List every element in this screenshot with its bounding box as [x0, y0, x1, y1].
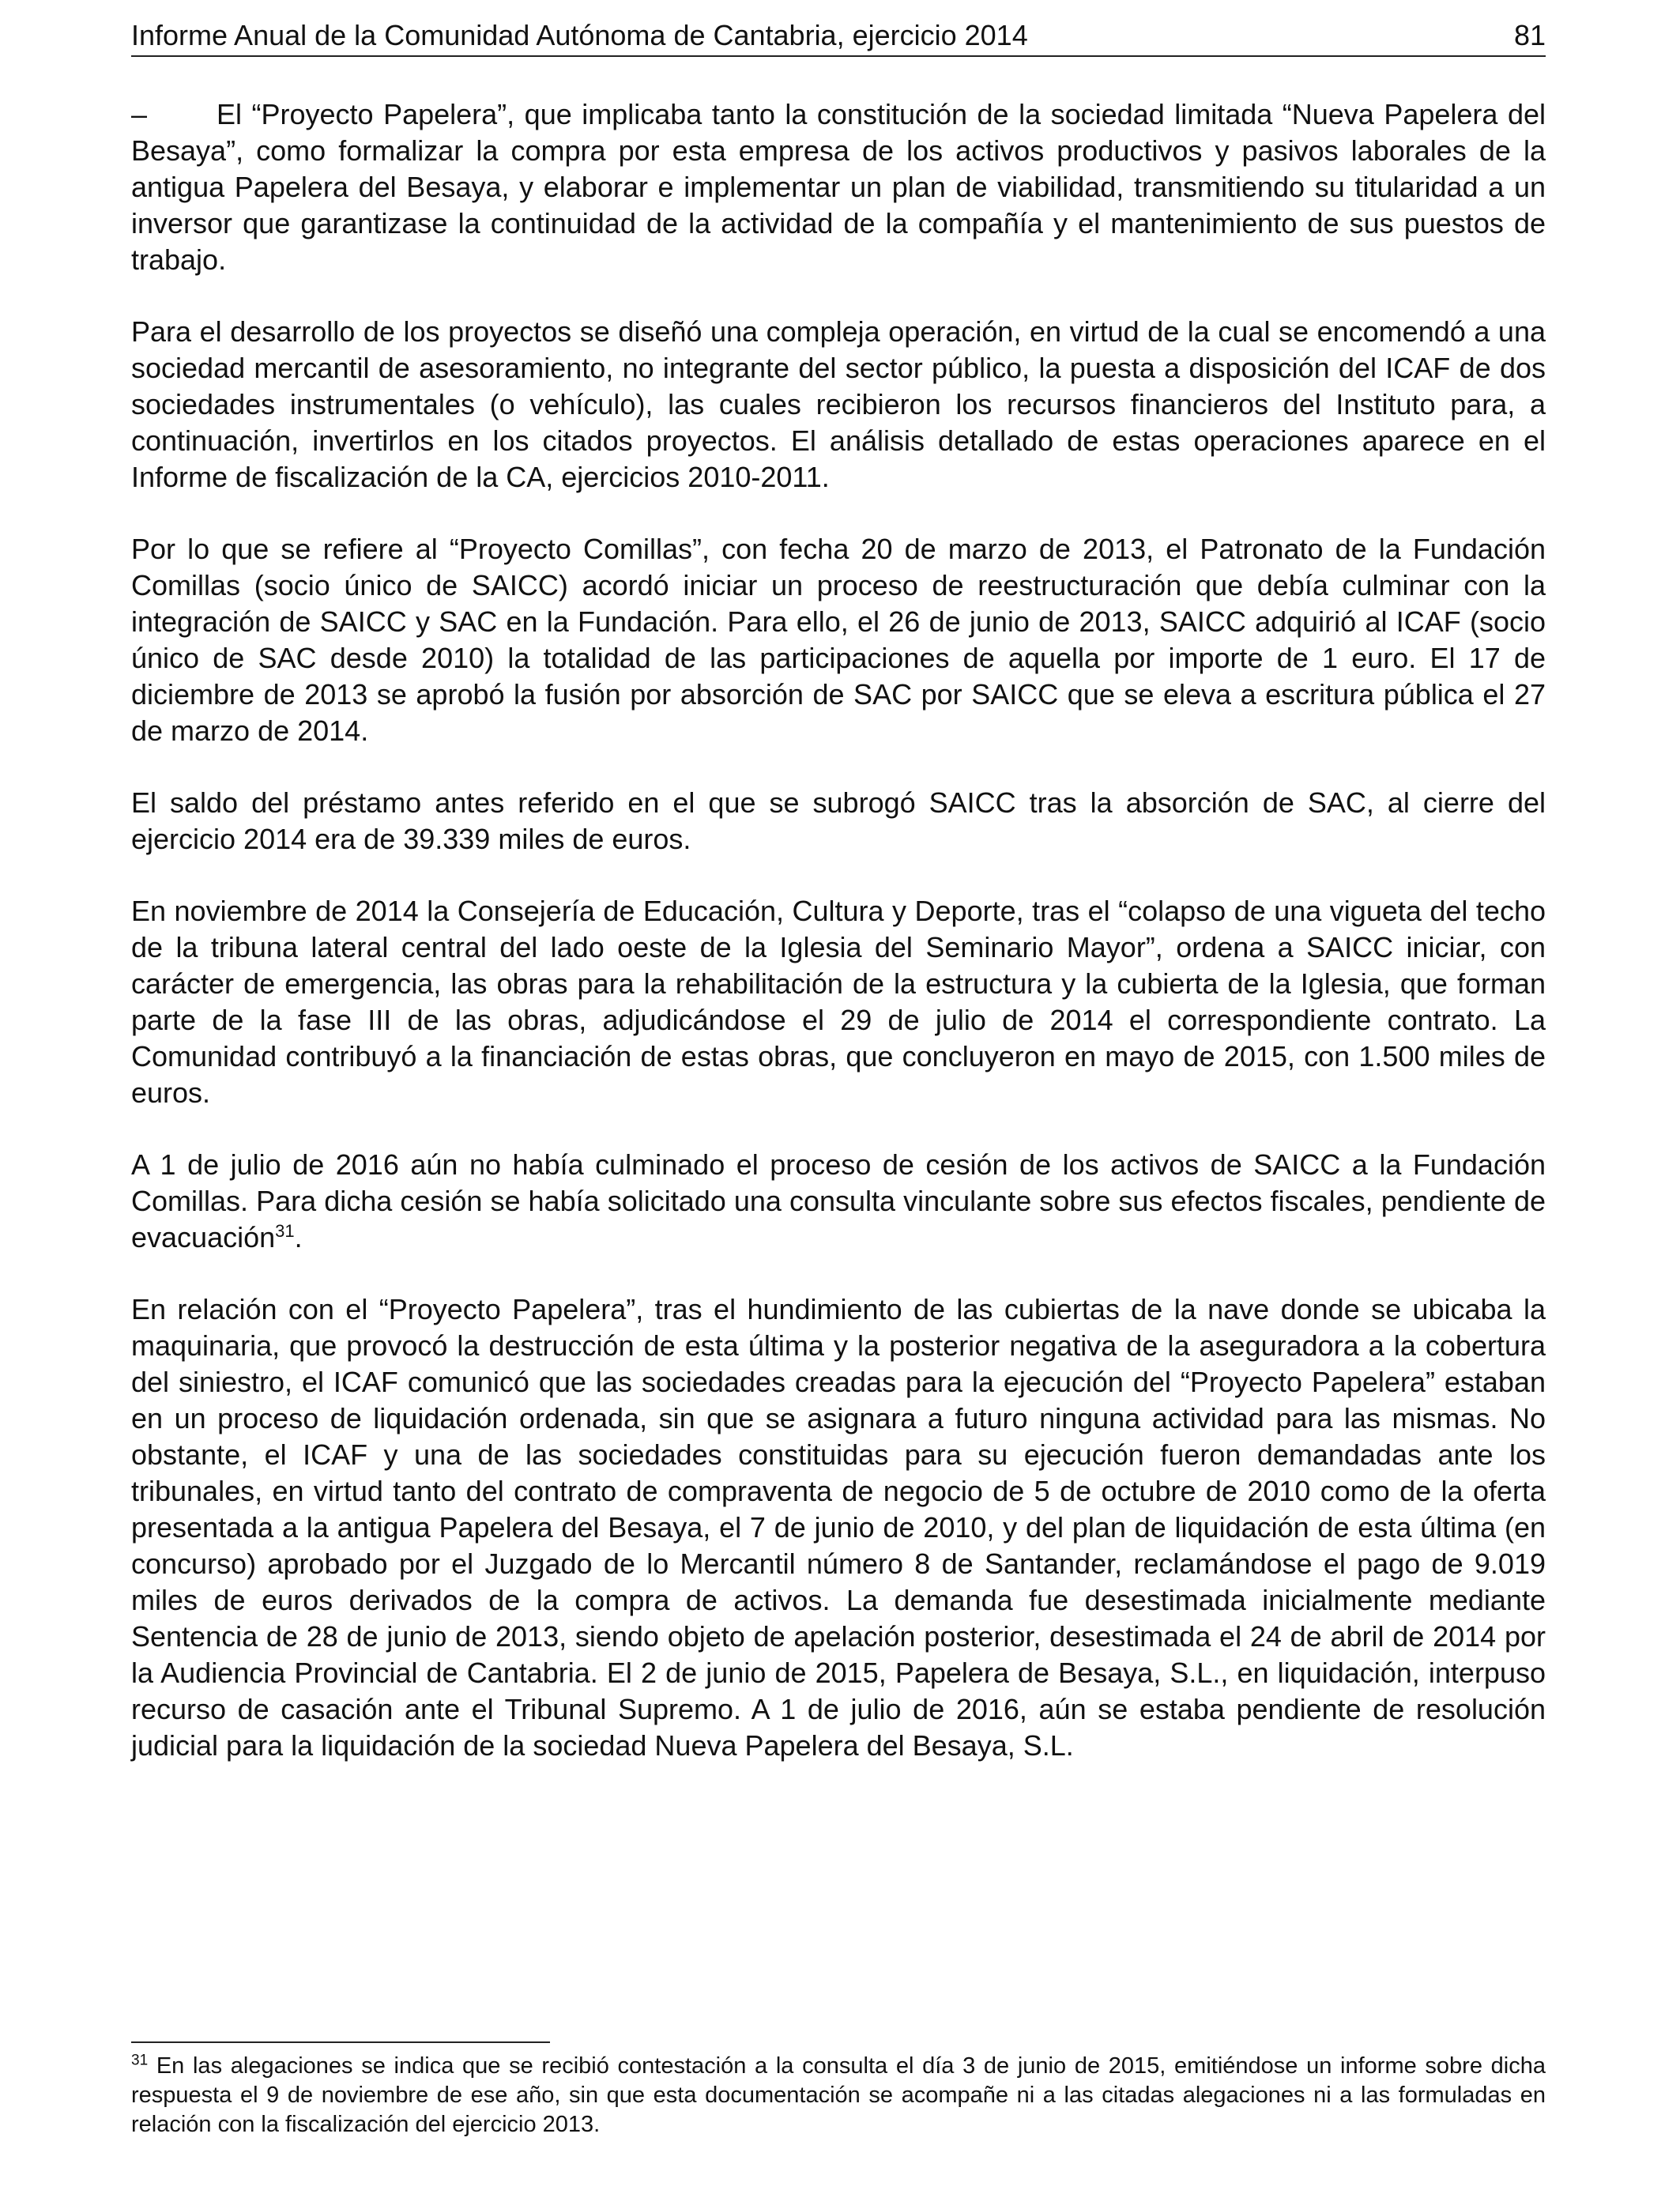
footnote-number: 31	[131, 2052, 149, 2069]
paragraph-desarrollo-proyectos: Para el desarrollo de los proyectos se diseñó una compleja operación, en virtud de la cual se encomendó a una sociedad mercantil de asesoramiento, no integrante del sector público, la puesta a disposición del ICAF de dos sociedades instrumentales (o vehículo), las cuales recibieron los recursos financieros del Instituto para, a continuación, invertirlos en los citados proyectos. El análisis detallado de estas operaciones aparece en el Informe de fiscalización de la CA, ejercicios 2010-2011.	[131, 315, 1546, 493]
paragraph-proyecto-papelera	[131, 96, 1546, 278]
page-header	[131, 16, 1546, 57]
paragraph-cesion-activos	[131, 1147, 1546, 1256]
main-text	[131, 96, 1546, 1800]
paragraph-saldo-prestamo: El saldo del préstamo antes referido en el que se subrogó SAICC tras la absorción de SAC, al cierre del ejercicio 2014 era de 39.339 miles de euros.	[131, 786, 1546, 855]
list-dash-marker: –	[131, 98, 148, 130]
report-title: Informe Anual de la Comunidad Autónoma de Cantabria, ejercicio 2014	[131, 19, 1028, 51]
paragraph-proyecto-comillas: Por lo que se refiere al “Proyecto Comillas”, con fecha 20 de marzo de 2013, el Patronato de la Fundación Comillas (socio único de SAICC) acordó iniciar un proceso de reestructuración que debía culminar con la integración de SAICC y SAC en la Fundación. Para ello, el 26 de junio de 2013, SAICC adquirió al ICAF (socio único de SAC desde 2010) la totalidad de las participaciones de aquella por importe de 1 euro. El 17 de diciembre de 2013 se aprobó la fusión por absorción de SAC por SAICC que se eleva a escritura pública el 27 de marzo de 2014.	[131, 533, 1546, 747]
page-number: 81	[1513, 19, 1546, 51]
footnote	[131, 2052, 1546, 2139]
footnote-reference[interactable]: 31	[275, 1221, 295, 1241]
paragraph-relacion-papelera: En relación con el “Proyecto Papelera”, tras el hundimiento de las cubiertas de la nave donde se ubicaba la maquinaria, que provocó la destrucción de esta última y la posterior negativa de la aseguradora a la cobertura del siniestro, el ICAF comunicó que las sociedades creadas para la ejecución del “Proyecto Papelera” estaban en un proceso de liquidación ordenada, sin que se asignara a futuro ninguna actividad para las mismas. No obstante, el ICAF y una de las sociedades constituidas para su ejecución fueron demandadas ante los tribunales, en virtud tanto del contrato de compraventa de negocio de 5 de octubre de 2010 como de la oferta presentada a la antigua Papelera del Besaya, el 7 de junio de 2010, y del plan de liquidación de esta última (en concurso) aprobado por el Juzgado de lo Mercantil número 8 de Santander, reclamándose el pago de 9.019 miles de euros derivados de la compra de activos. La demanda fue desestimada inicialmente mediante Sentencia de 28 de junio de 2013, siendo objeto de apelación posterior, desestimada el 24 de abril de 2014 por la Audiencia Provincial de Cantabria. El 2 de junio de 2015, Papelera de Besaya, S.L., en liquidación, interpuso recurso de casación ante el Tribunal Supremo. A 1 de julio de 2016, aún se estaba pendiente de resolución judicial para la liquidación de la sociedad Nueva Papelera del Besaya, S.L.	[131, 1293, 1546, 1762]
paragraph-text: El “Proyecto Papelera”, que implicaba tanto la constitución de la sociedad limitada “Nueva Papelera del Besaya”, como formalizar la compra por esta empresa de los activos productivos y pasivos laborales de la antigua Papelera del Besaya, y elaborar e implementar un plan de viabilidad, transmitiendo su titularidad a un inversor que garantizase la continuidad de la actividad de la compañía y el mantenimiento de sus puestos de trabajo.	[131, 98, 1546, 276]
paragraph-text: A 1 de julio de 2016 aún no había culminado el proceso de cesión de los activos de SAICC a la Fundación Comillas. Para dicha cesión se había solicitado una consulta vinculante sobre sus efectos fiscales, pendiente de evacuación	[131, 1148, 1546, 1253]
footnote-text: En las alegaciones se indica que se recibió contestación a la consulta el día 3 de junio de 2015, emitiéndose un informe sobre dicha respuesta el 9 de noviembre de ese año, sin que esta documentación se acompañe ni a las citadas alegaciones ni a las formuladas en relación con la fiscalización del ejercicio 2013.	[131, 2053, 1546, 2137]
paragraph-obras-emergencia: En noviembre de 2014 la Consejería de Educación, Cultura y Deporte, tras el “colapso de una vigueta del techo de la tribuna lateral central del lado oeste de la Iglesia del Seminario Mayor”, ordena a SAICC iniciar, con carácter de emergencia, las obras para la rehabilitación de la estructura y la cubierta de la Iglesia, que forman parte de la fase III de las obras, adjudicándose el 29 de julio de 2014 el correspondiente contrato. La Comunidad contribuyó a la financiación de estas obras, que concluyeron en mayo de 2015, con 1.500 miles de euros.	[131, 895, 1546, 1109]
footnote-separator	[131, 2041, 550, 2043]
paragraph-tail: .	[294, 1221, 303, 1253]
